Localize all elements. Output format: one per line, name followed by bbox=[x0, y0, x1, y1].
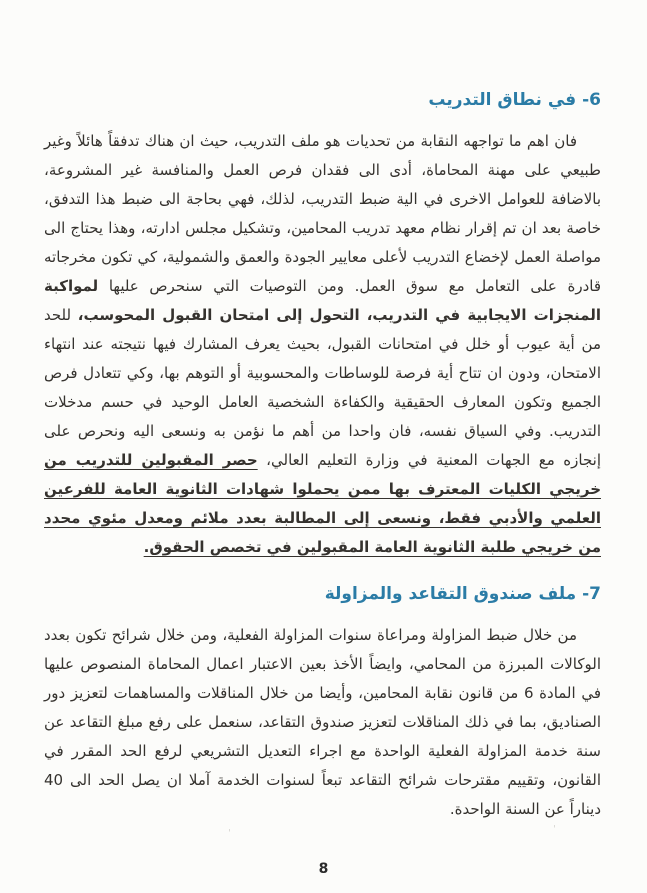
page-content bbox=[44, 88, 601, 824]
text-run-normal: للحد من أية عيوب أو خلل في امتحانات القبول، بحيث يعرف المشارك فيها نتيجته عند انتهاء الامتحان، ودون ان تتاح أية فرصة للوساطات والمحسوبية أو التوهم بها، وكي تتعادل فرص الجميع وتكون المعارف الحقيقية والكفاءة الشخصية العامل الوحيد في حسم مدخلات التدريب. وفي السياق نفسه، فان واحدا من أهم ما نؤمن به ونسعى اليه ونحرص على إنجازه مع الجهات المعنية في وزارة التعليم العالي، bbox=[44, 306, 601, 469]
text-run-bold_underline: حصر المقبولين للتدريب من خريجي الكليات المعترف بها ممن يحملوا شهادات الثانوية العامة للفرعين العلمي والأدبي فقط، ونسعى إلى المطالبة بعدد ملائم ومعدل مئوي محدد من خريجي طلبة الثانوية العامة المقبولين في تخصص الحقوق. bbox=[44, 451, 601, 556]
section-6-heading: 6- في نطاق التدريب bbox=[428, 90, 601, 110]
section-6-paragraph bbox=[44, 127, 601, 562]
section-7-paragraph bbox=[44, 621, 601, 824]
text-run-bold: لمواكبة المنجزات الايجابية في التدريب، التحول إلى امتحان القبول المحوسب، bbox=[44, 277, 601, 324]
text-run-normal: من خلال ضبط المزاولة ومراعاة سنوات المزاولة الفعلية، ومن خلال شرائح تكون بعدد الوكالات المبرزة من المحامي، وايضاً الأخذ بعين الاعتبار اعمال المحاماة المنصوص عليها في المادة 6 من قانون نقابة المحامين، وأيضا من خلال المناقلات والمساهمات لتعزيز دور الصناديق، بما في ذلك المناقلات لتعزيز صندوق التقاعد، سنعمل على رفع مبلغ التقاعد عن سنة خدمة المزاولة الفعلية الواحدة مع اجراء التعديل التشريعي لرفع الحد المقرر في القانون، وتقييم مقترحات شرائح التقاعد تبعاً لسنوات الخدمة آملا ان يصل الحد الى 40 ديناراً عن السنة الواحدة. bbox=[44, 626, 601, 818]
page-number: 8 bbox=[318, 861, 329, 877]
text-run-normal: فان اهم ما تواجهه النقابة من تحديات هو ملف التدريب، حيث ان هناك تدفقاً هائلاً وغير طبيعي على مهنة المحاماة، أدى الى فقدان فرص العمل والمنافسة غير المشروعة، بالاضافة للعوامل الاخرى في الية ضبط التدريب، لذلك، فهي بحاجة الى ضبط هذا التدفق، خاصة بعد ان تم إقرار نظام معهد تدريب المحامين، وتشكيل مجلس ادارته، وهذا يحتاج الى مواصلة العمل لإخضاع التدريب لأعلى معايير الجودة والعمق والشمولية، كي تكون مخرجاته قادرة على التعامل مع سوق العمل. ومن التوصيات التي سنحرص عليها bbox=[44, 132, 601, 295]
section-7-heading: 7- ملف صندوق التقاعد والمزاولة bbox=[324, 584, 601, 604]
